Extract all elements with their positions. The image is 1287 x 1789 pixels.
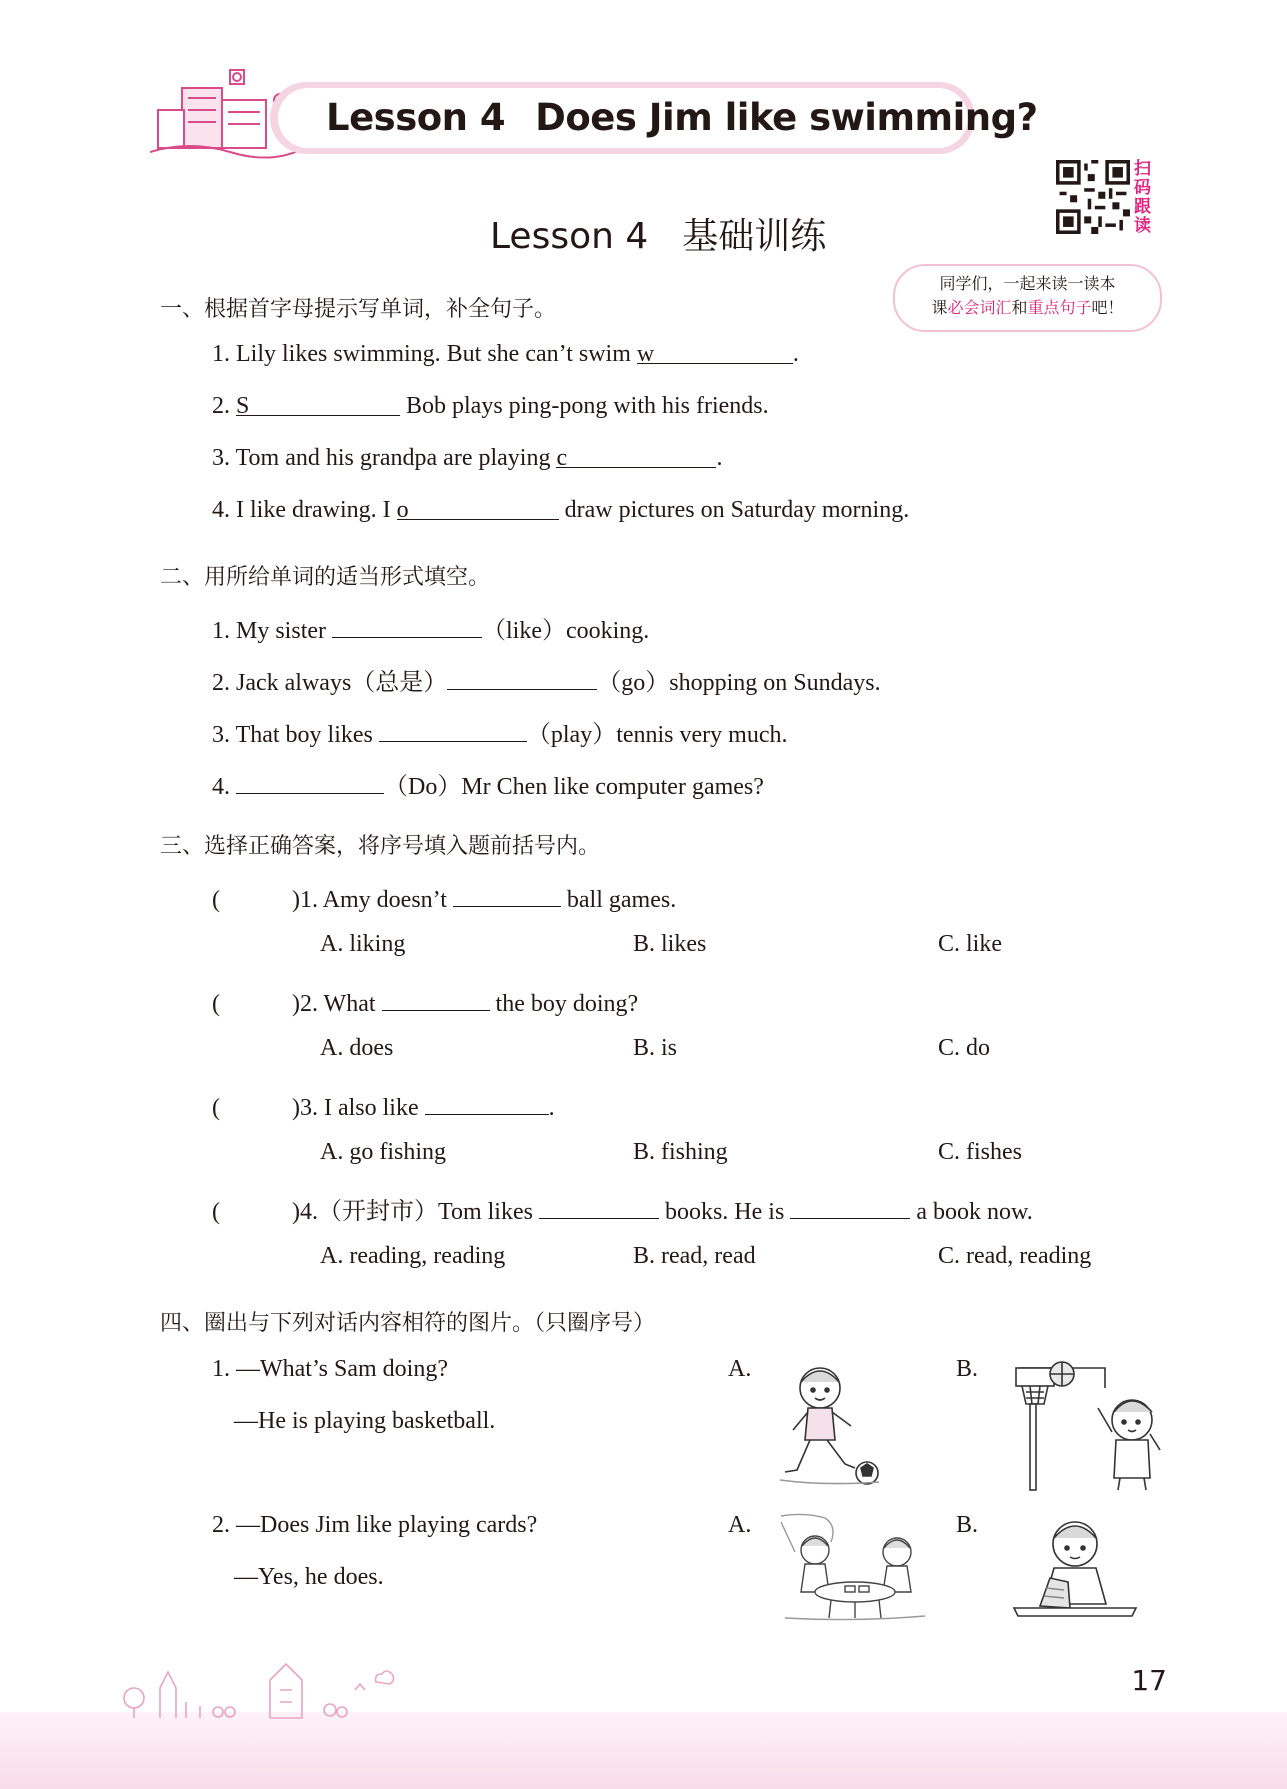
s3-q3-option-c[interactable]: C. fishes xyxy=(938,1139,1022,1165)
s2-text: （Do）Mr Chen like computer games? xyxy=(384,774,764,800)
s2-item-3 xyxy=(212,714,788,749)
s1-text: 1. Lily likes swimming. But she can’t swim xyxy=(212,341,637,367)
s1-item-4 xyxy=(212,497,909,524)
s3-q4-option-b[interactable]: B. read, read xyxy=(633,1243,756,1269)
s4-q2-option-a[interactable]: A. xyxy=(728,1512,752,1538)
s2-item-2 xyxy=(212,662,881,697)
s4-q2-question: 2. —Does Jim like playing cards? xyxy=(212,1512,538,1538)
s3-blank[interactable] xyxy=(382,988,490,1011)
s3-text: 2. What xyxy=(299,991,382,1017)
s1-text: draw pictures on Saturday morning. xyxy=(558,497,910,523)
scan-char: 跟 xyxy=(1134,197,1151,217)
boy-reading-book-image xyxy=(1010,1512,1140,1622)
s1-letter: c xyxy=(556,445,568,471)
s3-text: 4.（开封市）Tom likes xyxy=(299,1199,539,1225)
s2-text: 2. Jack always（总是） xyxy=(212,670,448,696)
s4-q2-option-b[interactable]: B. xyxy=(956,1512,979,1538)
s3-blank[interactable] xyxy=(453,884,561,907)
tip-text: 吧！ xyxy=(1091,298,1124,317)
s3-text: . xyxy=(548,1095,555,1121)
answer-paren[interactable]: ( ) xyxy=(212,1199,300,1225)
s3-q1-option-c[interactable]: C. like xyxy=(938,931,1002,957)
s1-blank[interactable] xyxy=(236,393,400,419)
s3-q1-option-a[interactable]: A. liking xyxy=(320,931,406,957)
s3-q2-option-c[interactable]: C. do xyxy=(938,1035,991,1061)
answer-paren[interactable]: ( ) xyxy=(212,1095,300,1121)
s1-blank[interactable] xyxy=(636,341,793,367)
s3-q3-option-b[interactable]: B. fishing xyxy=(633,1139,728,1165)
title-text: Does Jim like swimming? xyxy=(535,96,1038,139)
s3-question-2 xyxy=(212,983,638,1018)
s1-blank[interactable] xyxy=(556,445,716,471)
s1-text: 3. Tom and his grandpa are playing xyxy=(212,445,557,471)
s2-blank[interactable] xyxy=(332,615,482,638)
s3-q1-option-b[interactable]: B. likes xyxy=(633,931,707,957)
s2-text: （go）shopping on Sundays. xyxy=(597,670,881,696)
s3-text: ball games. xyxy=(560,887,677,913)
tip-highlight: 重点句子 xyxy=(1027,298,1092,317)
s3-q2-option-a[interactable]: A. does xyxy=(320,1035,394,1061)
scan-label xyxy=(1134,160,1156,236)
s1-item-1 xyxy=(212,341,799,368)
s4-q2-answer: —Yes, he does. xyxy=(234,1564,384,1590)
answer-paren[interactable]: ( ) xyxy=(212,887,300,913)
s3-text: books. He is xyxy=(658,1199,791,1225)
s3-text: 1. Amy doesn’t xyxy=(299,887,453,913)
section1-heading: 一、根据首字母提示写单词，补全句子。 xyxy=(160,297,557,322)
boy-playing-football-image xyxy=(775,1360,885,1490)
s2-blank[interactable] xyxy=(236,771,384,794)
s3-blank[interactable] xyxy=(425,1092,549,1115)
scan-char: 扫 xyxy=(1134,159,1151,179)
s2-item-4 xyxy=(212,766,764,801)
scan-char: 读 xyxy=(1134,216,1151,236)
s1-text: 4. I like drawing. I xyxy=(212,497,397,523)
s2-blank[interactable] xyxy=(379,719,527,742)
kids-playing-cards-image xyxy=(775,1512,935,1622)
subtitle-lesson: Lesson 4 xyxy=(490,216,649,257)
tip-line-2 xyxy=(900,296,1155,320)
s1-item-3 xyxy=(212,445,722,472)
page-footer-band xyxy=(0,1712,1287,1789)
title-lesson: Lesson 4 xyxy=(326,96,506,139)
s2-text: 4. xyxy=(212,774,236,800)
s1-letter: S xyxy=(236,393,250,419)
s3-text: 3. I also like xyxy=(299,1095,425,1121)
s3-q4-option-c[interactable]: C. read, reading xyxy=(938,1243,1092,1269)
s3-q3-option-a[interactable]: A. go fishing xyxy=(320,1139,446,1165)
s2-blank[interactable] xyxy=(447,667,597,690)
s4-q1-option-b[interactable]: B. xyxy=(956,1356,979,1382)
s1-text: . xyxy=(792,341,799,367)
s1-letter: o xyxy=(396,497,409,523)
page-number: 17 xyxy=(1131,1664,1167,1697)
page-title xyxy=(326,96,1038,139)
s3-q4-option-a[interactable]: A. reading, reading xyxy=(320,1243,506,1269)
s1-text: Bob plays ping-pong with his friends. xyxy=(400,393,769,419)
tip-text: 和 xyxy=(1011,298,1028,317)
s3-question-3 xyxy=(212,1087,555,1122)
answer-paren[interactable]: ( ) xyxy=(212,991,300,1017)
s4-q1-option-a[interactable]: A. xyxy=(728,1356,752,1382)
s1-text: . xyxy=(716,445,723,471)
town-illustration xyxy=(120,1650,380,1720)
tip-bubble-text xyxy=(900,272,1155,320)
s4-q1-question: 1. —What’s Sam doing? xyxy=(212,1356,448,1382)
scan-char: 码 xyxy=(1134,178,1151,198)
tip-line-1: 同学们，一起来读一读本 xyxy=(939,274,1116,293)
section-subtitle xyxy=(490,208,826,259)
s3-question-4 xyxy=(212,1191,1033,1226)
subtitle-text: 基础训练 xyxy=(682,216,827,257)
section4-heading: 四、圈出与下列对话内容相符的图片。（只圈序号） xyxy=(160,1311,656,1336)
s2-text: （like）cooking. xyxy=(482,618,650,644)
s3-q2-option-b[interactable]: B. is xyxy=(633,1035,678,1061)
section2-heading: 二、用所给单词的适当形式填空。 xyxy=(160,565,491,590)
s1-blank[interactable] xyxy=(396,497,559,523)
s1-item-2 xyxy=(212,393,769,420)
s3-text: a book now. xyxy=(910,1199,1033,1225)
boy-playing-basketball-image xyxy=(1010,1360,1170,1492)
s3-text: the boy doing? xyxy=(489,991,639,1017)
section3-heading: 三、选择正确答案，将序号填入题前括号内。 xyxy=(160,834,601,859)
s3-question-1 xyxy=(212,879,676,914)
s4-q1-answer: —He is playing basketball. xyxy=(234,1408,496,1434)
s1-text: 2. xyxy=(212,393,236,419)
tip-highlight: 必会词汇 xyxy=(947,298,1012,317)
s2-item-1 xyxy=(212,610,649,645)
qr-code-icon[interactable] xyxy=(1056,160,1130,234)
s2-text: 1. My sister xyxy=(212,618,332,644)
s2-text: （play）tennis very much. xyxy=(526,722,788,748)
s3-blank[interactable] xyxy=(539,1196,659,1219)
s1-letter: w xyxy=(636,341,655,367)
cloud-icon xyxy=(372,1668,396,1688)
s3-blank[interactable] xyxy=(790,1196,910,1219)
tip-text: 课 xyxy=(931,298,948,317)
s2-text: 3. That boy likes xyxy=(212,722,379,748)
